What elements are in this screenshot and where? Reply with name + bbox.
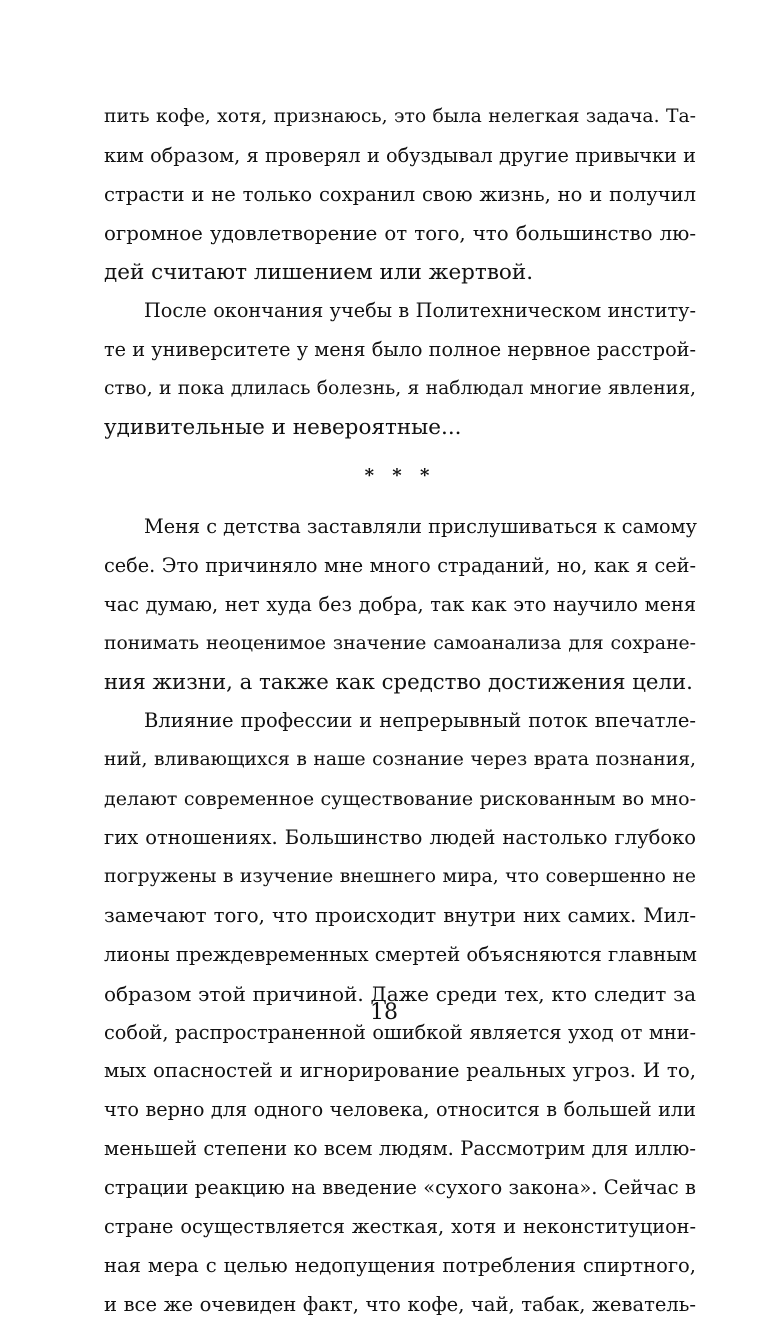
text-line: понимать неоценимое значение самоанализа для сохране- xyxy=(104,632,696,654)
text-line: страсти и не только сохранил свою жизнь, но и получил xyxy=(104,182,696,206)
page-number: 18 xyxy=(370,1000,398,1025)
text-line: Влияние профессии и непрерывный поток впечатле- xyxy=(144,709,696,733)
text-line: погружены в изучение внешнего мира, что совершенно не xyxy=(104,866,696,888)
text-line: стране осуществляется жесткая, хотя и неконституцион- xyxy=(104,1215,696,1239)
text-line: удивительные и невероятные... xyxy=(104,415,462,441)
text-line: образом этой причиной. Даже среди тех, кто следит за xyxy=(104,981,696,1006)
text-line: меньшей степени ко всем людям. Рассмотрим для иллю- xyxy=(104,1137,696,1161)
paragraph xyxy=(104,292,696,448)
page-body xyxy=(104,98,696,1325)
text-line: те и университете у меня было полное нервное расстрой- xyxy=(104,338,696,362)
text-line: ний, вливающихся в наше сознание через врата познания, xyxy=(104,749,696,771)
text-line: После окончания учебы в Политехническом институ- xyxy=(144,299,696,323)
text-line: огромное удовлетворение от того, что большинство лю- xyxy=(104,221,696,245)
text-line: замечают того, что происходит внутри них самих. Мил- xyxy=(104,903,696,927)
text-line: ния жизни, а также как средство достижения цели. xyxy=(104,669,693,695)
text-line: час думаю, нет худа без добра, так как это научило меня xyxy=(104,592,696,616)
section-separator: * * * xyxy=(364,465,436,487)
paragraph xyxy=(104,508,696,702)
text-line: ство, и пока длилась болезнь, я наблюдал многие явления, xyxy=(104,378,696,400)
text-line: дей считают лишением или жертвой. xyxy=(104,259,534,285)
text-line: что верно для одного человека, относится в большей или xyxy=(104,1098,696,1122)
text-line: собой, распространенной ошибкой является уход от мни- xyxy=(104,1020,696,1044)
text-line: и все же очевиден факт, что кофе, чай, табак, жеватель- xyxy=(104,1292,696,1316)
text-line: гих отношениях. Большинство людей настолько глубоко xyxy=(104,826,696,850)
text-line: себе. Это причиняло мне много страданий, но, как я сей- xyxy=(104,553,696,577)
paragraph xyxy=(104,98,696,292)
text-line: мых опасностей и игнорирование реальных угроз. И то, xyxy=(104,1059,696,1083)
text-line: лионы преждевременных смертей объясняются главным xyxy=(104,942,697,966)
text-line: ким образом, я проверял и обуздывал другие привычки и xyxy=(104,143,696,167)
text-line: страции реакцию на введение «сухого закона». Сейчас в xyxy=(104,1176,696,1200)
text-line: пить кофе, хотя, признаюсь, это была нелегкая задача. Та- xyxy=(104,106,696,127)
text-line: делают современное существование рискованным во мно- xyxy=(104,788,696,811)
text-line: Меня с детства заставляли прислушиваться к самому xyxy=(144,515,697,539)
text-line: ная мера с целью недопущения потребления спиртного, xyxy=(104,1253,696,1277)
